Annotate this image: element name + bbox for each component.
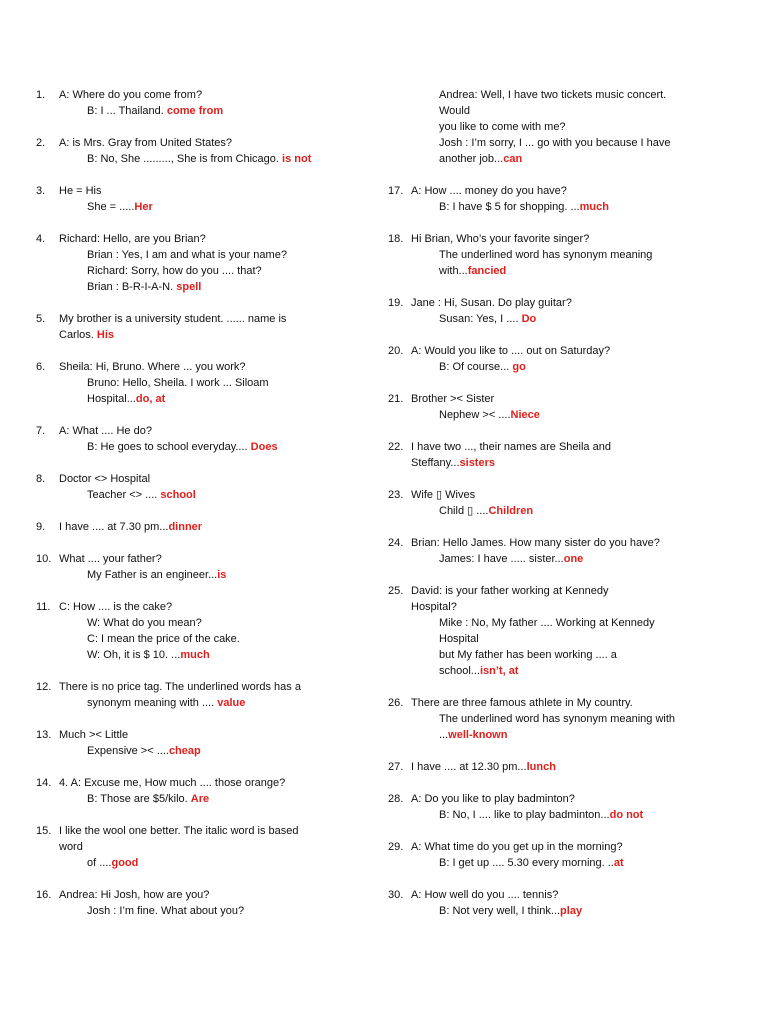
question-line [59,439,366,455]
question-number: 9. [36,521,46,533]
question-body [388,295,738,327]
question-body [388,695,738,743]
question-number: 5. [36,313,46,325]
question-text: Expensive >< .... [87,745,169,757]
question-text: He = His [59,185,102,197]
question-text: A: How well do you .... tennis? [411,889,559,901]
answer-text: at [613,857,624,869]
right-column [388,87,738,935]
question-text: Richard: Hello, are you Brian? [59,233,206,245]
answer-text: Are [190,793,210,805]
question-line [411,807,738,823]
question-line [59,135,366,151]
question-number: 24. [388,537,404,549]
question-line [411,247,738,263]
question-text: Richard: Sorry, how do you .... that? [87,265,262,277]
question-text: Brian : Yes, I am and what is your name? [87,249,287,261]
answer-text: cheap [168,745,201,757]
question-item [388,391,738,423]
question-text: Brian : B-R-I-A-N. [87,281,177,293]
answer-text: go [512,361,526,373]
question-body [36,311,366,343]
question-line [59,375,366,391]
question-body [36,183,366,215]
question-text: B: Not very well, I think... [439,905,561,917]
question-line [411,663,738,679]
question-line [59,471,366,487]
question-text: I have .... at 7.30 pm... [59,521,169,533]
question-number: 20. [388,345,404,357]
question-text: Josh : I’m sorry, I ... go with you because I have [439,137,671,149]
question-body [388,343,738,375]
question-number: 18. [388,233,404,245]
question-line [411,231,738,247]
question-item [36,183,366,215]
question-line [411,103,738,119]
question-body [388,487,738,519]
question-body [36,823,366,871]
answer-text: isn’t, at [479,665,519,677]
question-text: 4. A: Excuse me, How much .... those orange? [59,777,286,789]
question-text: Andrea: Hi Josh, how are you? [59,889,210,901]
question-line [59,519,366,535]
question-body [388,535,738,567]
question-text: B: I get up .... 5.30 every morning. .. [439,857,614,869]
question-text: The underlined word has synonym meaning with [439,713,676,725]
question-body [36,231,366,295]
question-body [36,471,366,503]
question-line [59,391,366,407]
question-item [388,583,738,679]
question-body [36,359,366,407]
question-item [388,231,738,279]
question-text: Mike : No, My father .... Working at Kennedy [439,617,655,629]
question-text: There are three famous athlete in My country. [411,697,633,709]
question-text: A: What .... He do? [59,425,152,437]
answer-text: spell [176,281,202,293]
question-number: 17. [388,185,404,197]
question-line [59,103,366,119]
question-line [411,439,738,455]
question-line [411,359,738,375]
question-text: Jane : Hi, Susan. Do play guitar? [411,297,572,309]
question-text: Hospital? [411,601,457,613]
question-text: B: No, I .... like to play badminton... [439,809,610,821]
question-line [411,711,738,727]
question-number: 12. [36,681,52,693]
question-line [59,839,366,855]
question-line [59,263,366,279]
question-line [59,679,366,695]
question-text: David: is your father working at Kennedy [411,585,609,597]
question-body [388,791,738,823]
question-text: Much >< Little [59,729,129,741]
question-number: 13. [36,729,52,741]
left-column [36,87,366,935]
question-line [411,455,738,471]
question-text: Susan: Yes, I .... [439,313,522,325]
question-text: I have .... at 12.30 pm... [411,761,527,773]
question-text: school... [439,665,480,677]
question-number: 3. [36,185,46,197]
question-body [388,87,738,167]
answer-text: school [160,489,196,501]
answer-text: lunch [526,761,556,773]
question-text: A: Would you like to .... out on Saturday? [411,345,611,357]
question-text: Bruno: Hello, Sheila. I work ... Siloam [87,377,269,389]
question-text: B: Those are $5/kilo. [87,793,191,805]
question-line [411,615,738,631]
question-item [388,887,738,919]
question-text: C: How .... is the cake? [59,601,173,613]
question-body [36,87,366,119]
question-text: Nephew >< .... [439,409,511,421]
question-number: 14. [36,777,52,789]
question-line [59,823,366,839]
question-line [59,775,366,791]
question-number: 16. [36,889,52,901]
answer-text: Niece [510,409,540,421]
question-line [59,487,366,503]
question-line [59,631,366,647]
question-text: Sheila: Hi, Bruno. Where ... you work? [59,361,246,373]
question-line [411,311,738,327]
answer-text: dinner [168,521,203,533]
question-text: My brother is a university student. ...... name is [59,313,287,325]
question-item [388,839,738,871]
question-number: 7. [36,425,46,437]
answer-text: play [560,905,583,917]
question-text: Brian: Hello James. How many sister do you have? [411,537,660,549]
question-item [36,887,366,919]
question-body [36,423,366,455]
question-line [411,199,738,215]
question-text: W: What do you mean? [87,617,202,629]
question-text: W: Oh, it is $ 10. ... [87,649,181,661]
question-number: 23. [388,489,404,501]
question-item [36,87,366,119]
question-line [59,855,366,871]
question-item [36,359,366,407]
question-item [36,135,366,167]
question-text: but My father has been working .... a [439,649,617,661]
question-line [59,743,366,759]
question-text: A: How .... money do you have? [411,185,567,197]
question-text: Would [439,105,470,117]
question-line [411,583,738,599]
question-body [36,775,366,807]
question-item [388,439,738,471]
question-item [36,231,366,295]
question-body [388,887,738,919]
question-text: B: I have $ 5 for shopping. ... [439,201,580,213]
question-text: word [59,841,83,853]
question-item [388,759,738,775]
question-text: I have two ..., their names are Sheila and [411,441,611,453]
question-number: 2. [36,137,46,149]
question-text: synonym meaning with .... [87,697,218,709]
question-item [388,791,738,823]
question-line [59,87,366,103]
question-line [411,535,738,551]
answer-text: is not [282,153,312,165]
answer-text: Children [488,505,534,517]
question-body [388,583,738,679]
question-text: A: Where do you come from? [59,89,203,101]
question-body [36,679,366,711]
question-line [411,791,738,807]
question-number: 8. [36,473,46,485]
question-line [411,839,738,855]
question-line [59,247,366,263]
question-text: of .... [87,857,112,869]
question-text: C: I mean the price of the cake. [87,633,240,645]
answer-text: do not [609,809,644,821]
question-number: 21. [388,393,404,405]
question-line [411,647,738,663]
question-line [411,503,738,519]
question-item [36,599,366,663]
answer-text: Her [134,201,153,213]
question-item [36,423,366,455]
question-number: 25. [388,585,404,597]
question-line [59,887,366,903]
question-item [36,775,366,807]
question-item [388,535,738,567]
question-number: 28. [388,793,404,805]
question-text: another job... [439,153,504,165]
question-body [36,551,366,583]
answer-text: His [96,329,115,341]
question-body [36,519,366,535]
question-body [388,391,738,423]
question-body [36,599,366,663]
question-text: Steffany... [411,457,460,469]
answer-text: do, at [135,393,166,405]
question-text: you like to come with me? [439,121,566,133]
question-item [36,823,366,871]
question-text: There is no price tag. The underlined words has a [59,681,301,693]
question-line [411,551,738,567]
question-line [59,567,366,583]
question-line [59,183,366,199]
question-text: Wife ▯ Wives [411,489,476,501]
question-line [411,119,738,135]
question-line [59,151,366,167]
question-line [59,599,366,615]
answer-text: value [217,697,246,709]
question-item [36,727,366,759]
question-line [411,183,738,199]
question-item [388,87,738,167]
answer-text: much [579,201,609,213]
question-line [411,407,738,423]
question-line [411,759,738,775]
question-number: 10. [36,553,52,565]
question-line [411,263,738,279]
question-item [36,551,366,583]
question-item [388,487,738,519]
question-line [411,135,738,151]
question-text: James: I have ..... sister... [439,553,564,565]
question-text: A: What time do you get up in the morning? [411,841,623,853]
question-line [411,151,738,167]
answer-text: Does [250,441,278,453]
question-text: A: is Mrs. Gray from United States? [59,137,232,149]
question-item [36,471,366,503]
question-number: 22. [388,441,404,453]
question-body [388,231,738,279]
question-item [388,183,738,215]
question-line [59,231,366,247]
question-item [36,519,366,535]
answer-text: fancied [467,265,507,277]
question-number: 29. [388,841,404,853]
question-line [411,295,738,311]
question-text: Doctor <> Hospital [59,473,151,485]
answer-text: is [217,569,227,581]
question-line [411,391,738,407]
question-item [36,311,366,343]
question-line [59,615,366,631]
question-number: 15. [36,825,52,837]
question-line [411,487,738,503]
question-text: A: Do you like to play badminton? [411,793,575,805]
question-body [36,135,366,167]
question-text: Child ▯ .... [439,505,489,517]
question-text: B: I ... Thailand. [87,105,167,117]
answer-text: come from [166,105,224,117]
question-body [388,839,738,871]
question-line [59,327,366,343]
question-text: Hospital... [87,393,136,405]
question-number: 1. [36,89,46,101]
question-text: Carlos. [59,329,97,341]
answer-text: can [503,153,523,165]
answer-text: sisters [459,457,495,469]
answer-text: much [180,649,210,661]
question-item [388,343,738,375]
question-line [411,695,738,711]
question-text: Hospital [439,633,479,645]
answer-text: well-known [448,729,508,741]
question-line [411,343,738,359]
question-line [411,87,738,103]
question-line [59,279,366,295]
question-text: Josh : I’m fine. What about you? [87,905,245,917]
question-text: She = ..... [87,201,135,213]
question-item [388,295,738,327]
question-item [36,679,366,711]
question-line [59,647,366,663]
question-number: 27. [388,761,404,773]
question-number: 26. [388,697,404,709]
answer-text: one [563,553,584,565]
question-line [59,903,366,919]
answer-text: Do [521,313,537,325]
question-line [59,423,366,439]
question-line [59,199,366,215]
question-text: I like the wool one better. The italic word is based [59,825,299,837]
question-text: Andrea: Well, I have two tickets music concert. [439,89,667,101]
question-line [411,631,738,647]
question-number: 19. [388,297,404,309]
question-body [388,759,738,775]
question-text: with... [439,265,468,277]
question-text: ... [439,729,449,741]
question-text: My Father is an engineer... [87,569,218,581]
question-text: Teacher <> .... [87,489,161,501]
question-line [59,311,366,327]
question-text: Hi Brian, Who’s your favorite singer? [411,233,590,245]
question-number: 11. [36,601,51,613]
question-body [36,727,366,759]
question-number: 6. [36,361,46,373]
question-line [59,727,366,743]
question-text: What .... your father? [59,553,162,565]
question-line [411,903,738,919]
question-line [411,727,738,743]
question-text: B: No, She ........., She is from Chicago. [87,153,283,165]
question-line [59,695,366,711]
question-item [388,695,738,743]
question-text: Brother >< Sister [411,393,495,405]
question-body [388,183,738,215]
question-text: B: Of course... [439,361,513,373]
question-body [36,887,366,919]
question-number: 30. [388,889,404,901]
question-line [59,359,366,375]
answer-text: good [111,857,139,869]
question-line [59,791,366,807]
question-body [388,439,738,471]
question-line [59,551,366,567]
question-line [411,855,738,871]
question-text: B: He goes to school everyday.... [87,441,251,453]
question-line [411,599,738,615]
question-line [411,887,738,903]
question-number: 4. [36,233,46,245]
question-text: The underlined word has synonym meaning [439,249,653,261]
